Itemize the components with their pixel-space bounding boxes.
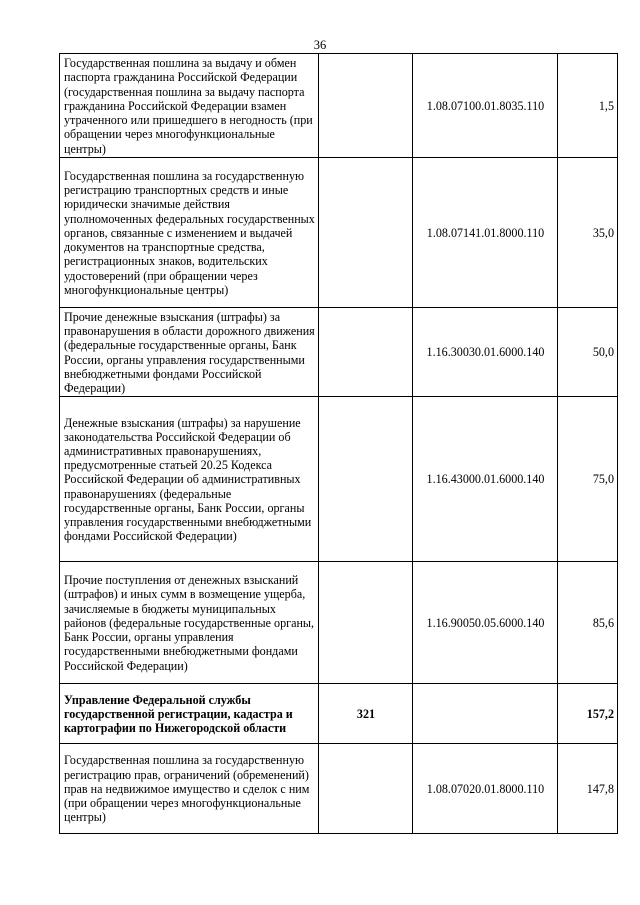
admin-code [319,54,413,158]
revenue-name: Государственная пошлина за государственную регистрацию транспортных средств и иные юридически значимые действия уполномоченных федеральных государственных органов, связанные с изменением и выдачей документов на транспортные средства, регистрационных знаков, водительских удостоверений (при обращении через многофункциональные центры) [60,158,319,308]
budget-classification-code: 1.08.07020.01.8000.110 [413,744,558,834]
admin-code [319,744,413,834]
budget-classification-code: 1.16.90050.05.6000.140 [413,562,558,684]
admin-code [319,397,413,562]
page-number: 36 [313,38,327,52]
revenue-table [59,53,618,834]
amount: 50,0 [558,308,618,397]
table-row-department [60,684,618,744]
revenue-name: Государственная пошлина за государственную регистрацию прав, ограничений (обременений) прав на недвижимое имущество и сделок с ним (при обращении через многофункциональные центры) [60,744,319,834]
table-row [60,158,618,308]
amount: 85,6 [558,562,618,684]
admin-code [319,158,413,308]
budget-classification-code: 1.08.07141.01.8000.110 [413,158,558,308]
budget-classification-code: 1.16.43000.01.6000.140 [413,397,558,562]
table-row [60,54,618,158]
amount: 147,8 [558,744,618,834]
admin-code: 321 [319,684,413,744]
revenue-name: Прочие денежные взыскания (штрафы) за правонарушения в области дорожного движения (федеральные государственные органы, Банк России, органы управления государственными внебюджетными фондами Российской Федерации) [60,308,319,397]
table-row [60,397,618,562]
budget-classification-code: 1.16.30030.01.6000.140 [413,308,558,397]
revenue-name: Прочие поступления от денежных взысканий (штрафов) и иных сумм в возмещение ущерба, зачисляемые в бюджеты муниципальных районов (федеральные государственные органы, Банк России, органы управления государственными внебюджетными фондами Российской Федерации) [60,562,319,684]
revenue-name: Государственная пошлина за выдачу и обмен паспорта гражданина Российской Федерации (государственная пошлина за выдачу паспорта гражданина Российской Федерации взамен утраченного или пришедшего в негодность (при обращении через многофункциональные центры) [60,54,319,158]
table-row [60,308,618,397]
amount: 75,0 [558,397,618,562]
amount: 1,5 [558,54,618,158]
budget-classification-code: 1.08.07100.01.8035.110 [413,54,558,158]
admin-code [319,308,413,397]
budget-classification-code [413,684,558,744]
table-row [60,562,618,684]
revenue-name: Денежные взыскания (штрафы) за нарушение законодательства Российской Федерации об административных правонарушениях, предусмотренные статьей 20.25 Кодекса Российской Федерации об административных правонарушениях (федеральные государственные органы, Банк России, органы управления государственными внебюджетными фондами Российской Федерации) [60,397,319,562]
amount: 157,2 [558,684,618,744]
amount: 35,0 [558,158,618,308]
admin-code [319,562,413,684]
department-name: Управление Федеральной службы государственной регистрации, кадастра и картографии по Нижегородской области [60,684,319,744]
table-row [60,744,618,834]
